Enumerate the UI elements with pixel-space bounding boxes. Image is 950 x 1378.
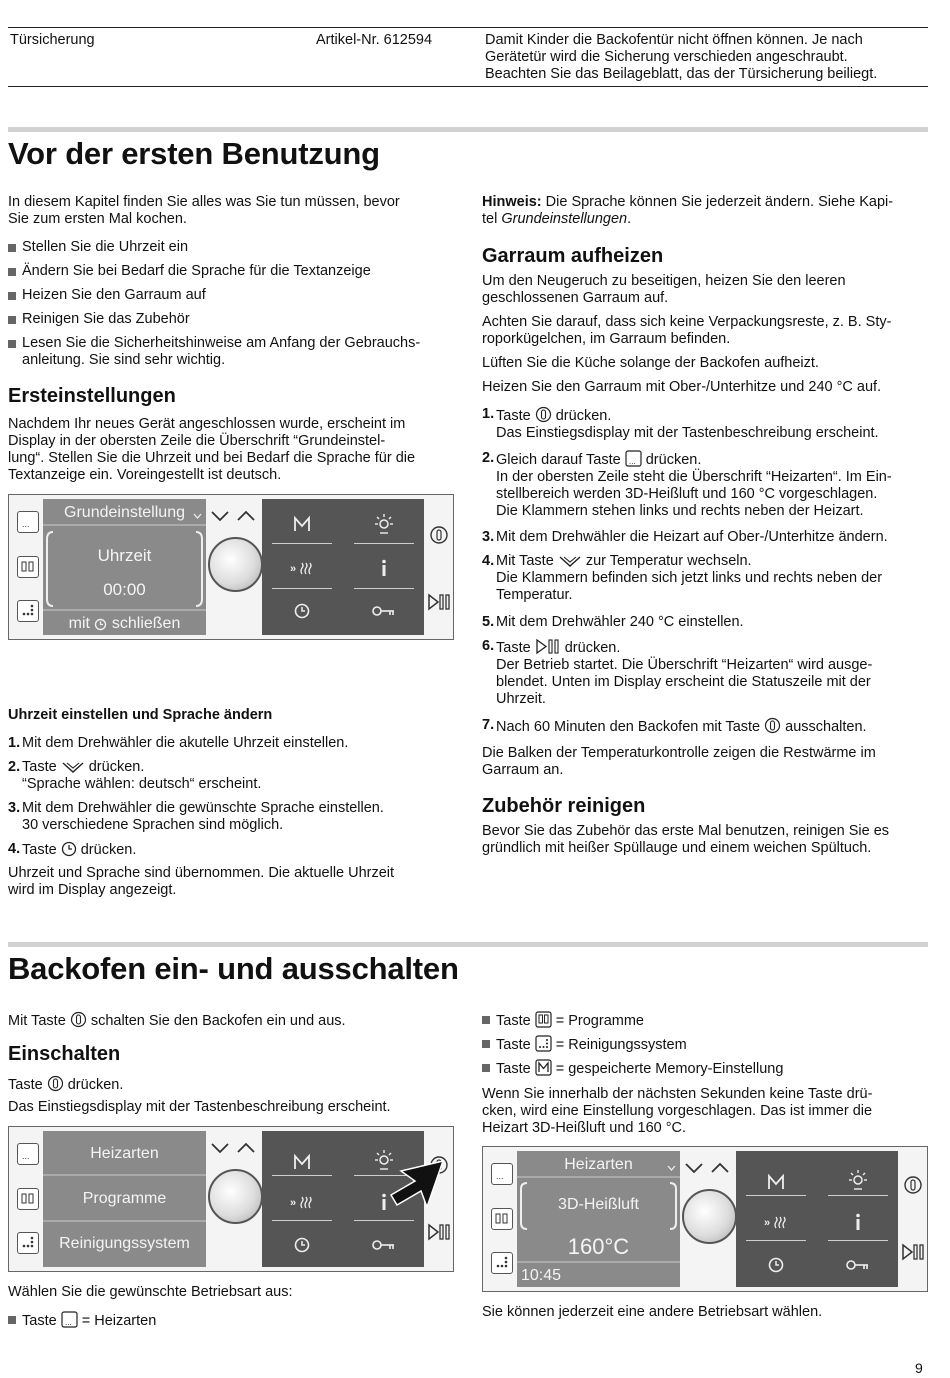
display-row-1: Heizarten: [90, 1145, 159, 1162]
display-line-1: Uhrzeit: [97, 546, 152, 565]
section-title: Backofen ein- und ausschalten: [8, 951, 459, 986]
table-cell-description: Damit Kinder die Backofentür nicht öffnen können. Je nach Gerätetür wird die Sicherung verschieden angeschraubt. Beachten Sie das Beilageblatt, das der Türsicherung beiliegt.: [485, 32, 878, 82]
subsection-title: Ersteinstellungen: [8, 385, 176, 407]
power-icon: [429, 525, 449, 545]
list-item: 1. Mit dem Drehwähler die akutelle Uhrzeit einstellen.: [8, 735, 349, 751]
heizarten-button-icon: [491, 1163, 513, 1185]
list-item: Taste = gespeicherte Memory-Einstellung: [482, 1059, 783, 1078]
status-time: 10:45: [521, 1267, 562, 1284]
programme-button-icon: [17, 1188, 39, 1210]
list-item: Stellen Sie die Uhrzeit ein: [8, 239, 188, 256]
rotary-knob: [682, 1189, 737, 1244]
rapid-heat-icon: [290, 1195, 316, 1209]
accessory-table: [8, 27, 928, 87]
table-cell-article: Artikel-Nr. 612594: [316, 32, 433, 48]
display-screen: [517, 1151, 680, 1287]
start-stop-icon: [427, 593, 451, 611]
section-divider: [8, 942, 928, 947]
start-stop-icon: [535, 638, 561, 655]
list-item: 2. Gleich darauf Taste ... drücken. In der obersten Zeile steht die Überschrift “Heizarten“. Im Ein- stellbereich werden 3D-Heißluft und 160 °C vorgeschlagen. Die Klammern stehen links und rechts neben der Heizart.: [482, 450, 892, 519]
section-divider: [8, 127, 928, 132]
display-row-3: Reinigungssystem: [59, 1235, 190, 1252]
clock-icon: [61, 841, 77, 857]
arrow-buttons-icon: [683, 1159, 735, 1177]
power-icon: [70, 1011, 87, 1028]
light-icon: [846, 1169, 870, 1191]
display-temperature: 160°C: [567, 1234, 630, 1259]
svg-text:»: »: [290, 563, 297, 575]
svg-text:...: ...: [22, 1151, 30, 1161]
paragraph: Uhrzeit und Sprache sind übernommen. Die aktuelle Uhrzeit wird im Display angezeigt.: [8, 865, 395, 898]
paragraph: Das Einstiegsdisplay mit der Tastenbeschreibung erscheint.: [8, 1099, 391, 1115]
key-icon: [846, 1258, 870, 1272]
control-panel-illustration: [8, 1126, 454, 1272]
list-item: 3. Mit dem Drehwähler die Heizart auf Ober-/Unterhitze ändern.: [482, 529, 888, 545]
list-item: Taste = Reinigungssystem: [482, 1035, 687, 1054]
reinigung-button-icon: [535, 1035, 552, 1052]
display-row-2: Programme: [82, 1190, 167, 1207]
paragraph: Wählen Sie die gewünschte Betriebsart aus:: [8, 1284, 293, 1300]
paragraph: Um den Neugeruch zu beseitigen, heizen Sie den leeren geschlossenen Garraum auf.: [482, 273, 846, 306]
heizarten-button-icon: [61, 1311, 78, 1328]
reinigung-button-icon: [491, 1252, 513, 1274]
list-item: 4. Mit Taste zur Temperatur wechseln. Die Klammern befinden sich jetzt links und rechts neben der Temperatur.: [482, 553, 883, 603]
list-item: Taste ... = Heizarten: [8, 1311, 156, 1330]
list-item: Heizen Sie den Garraum auf: [8, 287, 206, 304]
heizarten-button-icon: [17, 1143, 39, 1165]
timer-icon: [293, 1236, 311, 1254]
key-icon: [372, 1238, 396, 1252]
svg-text:...: ...: [628, 457, 636, 466]
display-screen: [43, 499, 206, 635]
paragraph: Nachdem Ihr neues Gerät angeschlossen wurde, erscheint im Display in der obersten Zeile die Überschrift “Grundeinstel- lung“. Stellen Sie die Uhrzeit und bei Bedarf die Sprache für die Textanzeige ein. Voreingestellt ist deutsch.: [8, 416, 416, 483]
list-item: Ändern Sie bei Bedarf die Sprache für die Textanzeige: [8, 263, 371, 280]
list-item: 1. Taste drücken. Das Einstiegsdisplay mit der Tastenbeschreibung erscheint.: [482, 406, 879, 441]
paragraph: Wenn Sie innerhalb der nächsten Sekunden keine Taste drü- cken, wird eine Einstellung vorgeschlagen. Das ist immer die Heizart 3D-Heißluft und 160 °C.: [482, 1086, 873, 1136]
section-title: Vor der ersten Benutzung: [8, 136, 380, 171]
heizarten-button-icon: [17, 511, 39, 533]
programme-button-icon: [535, 1011, 552, 1028]
arrow-buttons-icon: [209, 507, 261, 525]
chevron-down-icon: [558, 554, 582, 568]
power-icon: [47, 1075, 64, 1092]
clock-icon: [94, 618, 107, 631]
svg-text:»: »: [764, 1217, 771, 1229]
subsection-title: Uhrzeit einstellen und Sprache ändern: [8, 707, 273, 723]
hint-note: Hinweis: Die Sprache können Sie jederzeit ändern. Siehe Kapi- tel Grundeinstellungen.: [482, 194, 894, 227]
display-line-1: 3D-Heißluft: [558, 1196, 639, 1213]
table-cell-name: Türsicherung: [10, 32, 95, 48]
timer-icon: [767, 1256, 785, 1274]
paragraph: Sie können jederzeit eine andere Betriebsart wählen.: [482, 1304, 823, 1320]
rotary-knob: [208, 537, 263, 592]
start-stop-icon: [901, 1243, 925, 1261]
touch-field: [736, 1151, 898, 1287]
reinigung-button-icon: [17, 1232, 39, 1254]
arrow-buttons-icon: [209, 1139, 261, 1157]
rapid-heat-icon: [764, 1215, 790, 1229]
reinigung-button-icon: [17, 600, 39, 622]
page-number: 9: [915, 1360, 923, 1376]
chevron-down-icon: [667, 1165, 676, 1171]
svg-text:»: »: [290, 1197, 297, 1209]
memory-icon: [767, 1173, 785, 1191]
memory-icon: [293, 1153, 311, 1171]
control-panel-illustration: [8, 494, 454, 640]
list-item: 2. Taste drücken. “Sprache wählen: deutsch“ erscheint.: [8, 759, 262, 792]
programme-button-icon: [491, 1208, 513, 1230]
key-icon: [372, 604, 396, 618]
list-item: 7. Nach 60 Minuten den Backofen mit Taste ausschalten.: [482, 717, 867, 735]
display-header: Heizarten: [564, 1156, 633, 1173]
touch-field: [262, 499, 424, 635]
power-icon: [764, 717, 781, 734]
programme-button-icon: [17, 556, 39, 578]
list-item: Lesen Sie die Sicherheitshinweise am Anfang der Gebrauchs- anleitung. Sie sind sehr wichtig.: [8, 335, 420, 369]
list-item: Reinigen Sie das Zubehör: [8, 311, 190, 328]
memory-icon: [535, 1059, 552, 1076]
display-line-2: 00:00: [103, 580, 146, 599]
svg-text:...: ...: [22, 519, 30, 529]
paragraph: Die Balken der Temperaturkontrolle zeigen die Restwärme im Garraum an.: [482, 745, 876, 778]
subsection-title: Zubehör reinigen: [482, 795, 646, 817]
rotary-knob: [208, 1169, 263, 1224]
control-panel-illustration: [482, 1146, 928, 1292]
timer-icon: [293, 602, 311, 620]
list-item: 4. Taste drücken.: [8, 841, 137, 858]
subsection-title: Garraum aufheizen: [482, 245, 664, 267]
start-stop-icon: [427, 1223, 451, 1241]
rapid-heat-icon: [290, 561, 316, 575]
paragraph: Mit Taste schalten Sie den Backofen ein und aus.: [8, 1013, 346, 1029]
list-item: 6. Taste drücken. Der Betrieb startet. Die Überschrift “Heizarten“ wird ausge- blendet. Unten im Display erscheint die Statuszeile mit der Uhrzeit.: [482, 638, 873, 707]
subsection-title: Einschalten: [8, 1043, 121, 1065]
display-footer: mit schließen: [68, 615, 181, 632]
pointer-arrow-icon: [387, 1145, 449, 1213]
heizarten-button-icon: [625, 450, 642, 467]
light-icon: [372, 513, 396, 535]
display-header: Grundeinstellung: [64, 504, 185, 521]
paragraph: Heizen Sie den Garraum mit Ober-/Unterhitze und 240 °C auf.: [482, 379, 882, 395]
svg-text:...: ...: [64, 1318, 72, 1327]
chevron-down-icon: [61, 760, 85, 774]
info-icon: [379, 559, 389, 577]
list-item: 3. Mit dem Drehwähler die gewünschte Sprache einstellen. 30 verschiedene Sprachen sind möglich.: [8, 800, 384, 833]
paragraph: Bevor Sie das Zubehör das erste Mal benutzen, reinigen Sie es gründlich mit heißer Spüllauge und einem weichen Spültuch.: [482, 823, 890, 856]
list-item: 5. Mit dem Drehwähler 240 °C einstellen.: [482, 614, 744, 630]
display-screen: [43, 1131, 206, 1267]
power-icon: [535, 406, 552, 423]
paragraph: Lüften Sie die Küche solange der Backofen aufheizt.: [482, 355, 819, 371]
info-icon: [853, 1213, 863, 1231]
svg-text:...: ...: [496, 1171, 504, 1181]
power-icon: [903, 1175, 923, 1195]
memory-icon: [293, 515, 311, 533]
paragraph: Achten Sie darauf, dass sich keine Verpackungsreste, z. B. Sty- roporkügelchen, im Garraum befinden.: [482, 314, 892, 347]
chevron-down-icon: [193, 513, 202, 519]
list-item: Taste = Programme: [482, 1011, 644, 1030]
intro-text: In diesem Kapitel finden Sie alles was Sie tun müssen, bevor Sie zum ersten Mal kochen.: [8, 194, 400, 227]
paragraph: Taste drücken.: [8, 1077, 124, 1093]
